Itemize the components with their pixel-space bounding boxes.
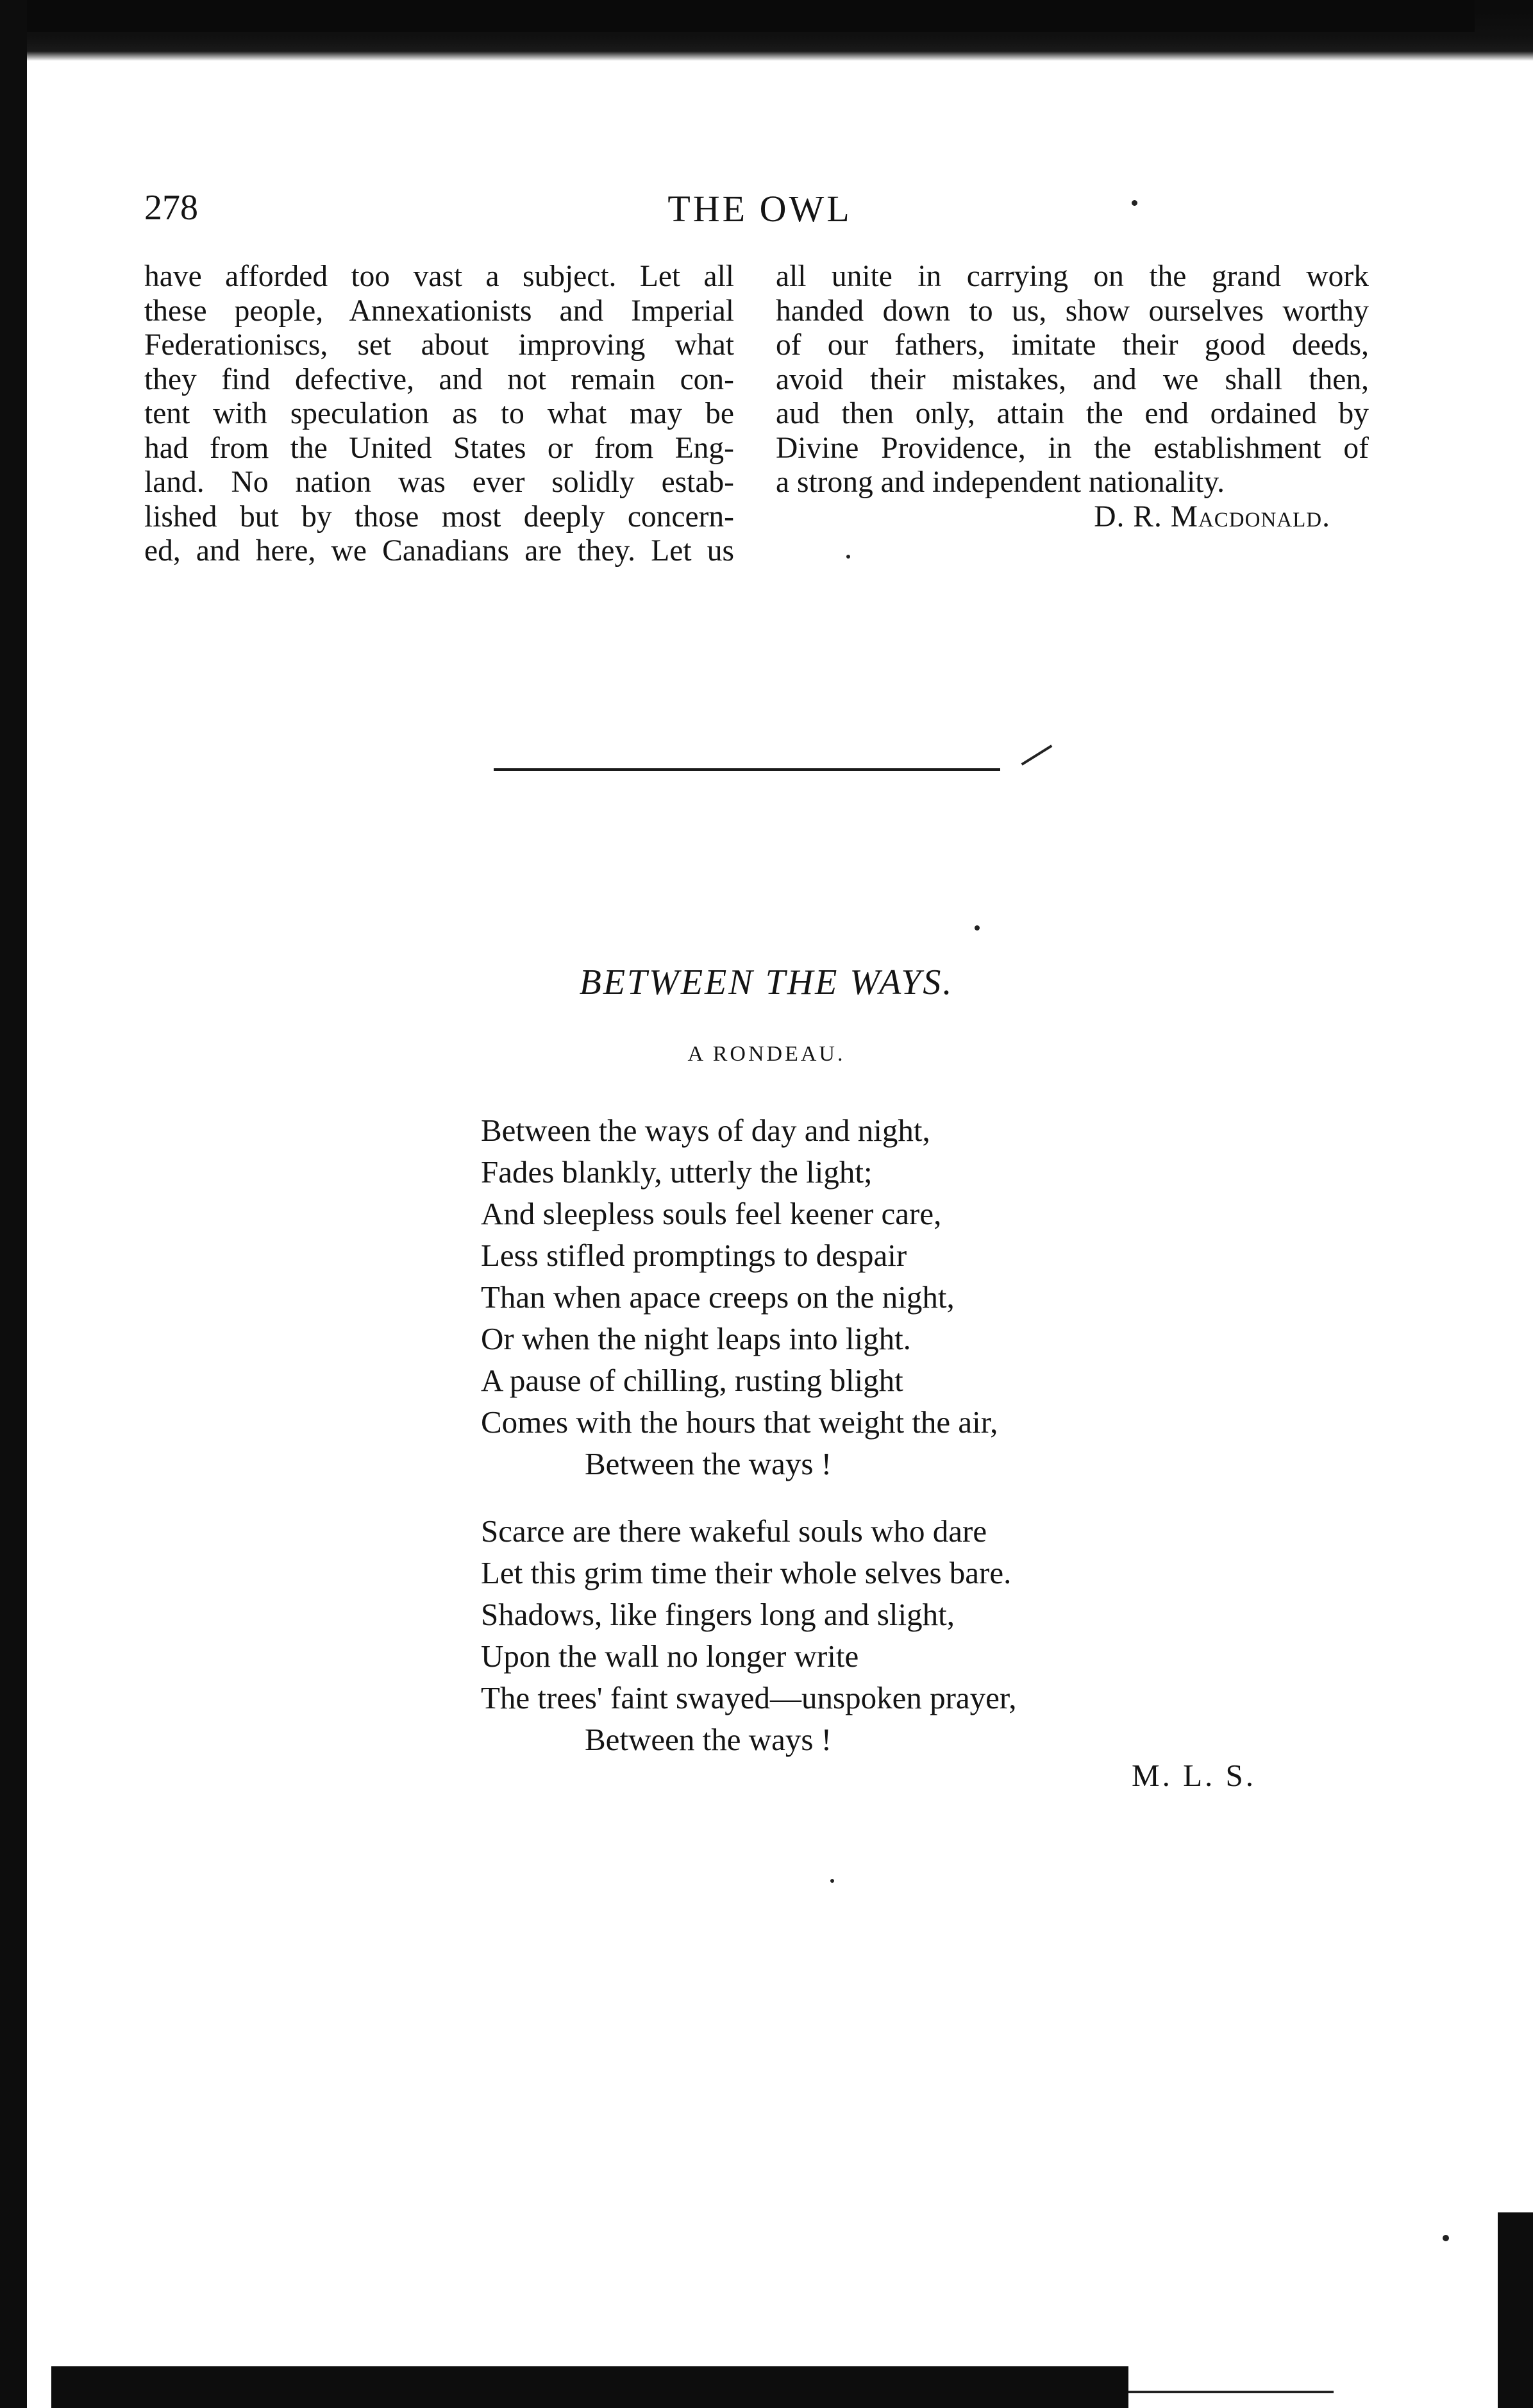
text-line: a strong and independent nationality. bbox=[776, 466, 1225, 499]
verse-refrain: Between the ways ! bbox=[585, 1722, 832, 1757]
poem-subtitle: A RONDEAU. bbox=[687, 1042, 846, 1066]
verse-line: Between the ways of day and night, bbox=[481, 1113, 930, 1148]
verse-line: A pause of chilling, rusting blight bbox=[481, 1363, 903, 1398]
text-line: handed down to us, show ourselves worthy bbox=[776, 294, 1369, 328]
scan-border-left bbox=[0, 0, 27, 2408]
divider-mark bbox=[1021, 745, 1053, 766]
scan-border-right bbox=[1498, 2212, 1533, 2408]
text-line: tent with speculation as to what may be bbox=[144, 397, 734, 430]
verse-line: And sleepless souls feel keener care, bbox=[481, 1196, 942, 1231]
text-line: Divine Providence, in the establishment of bbox=[776, 431, 1369, 465]
ink-speck bbox=[846, 555, 850, 559]
verse-line: The trees' faint swayed—unspoken prayer, bbox=[481, 1680, 1017, 1715]
poem-stanza-2 bbox=[481, 1510, 1017, 1760]
section-divider bbox=[494, 768, 1000, 771]
text-line: ed, and here, we Canadians are they. Let us bbox=[144, 534, 734, 568]
verse-line: Scarce are there wakeful souls who dare bbox=[481, 1513, 987, 1549]
article-left-column bbox=[144, 260, 734, 569]
verse-line: Upon the wall no longer write bbox=[481, 1638, 859, 1674]
running-title: THE OWL bbox=[667, 188, 852, 230]
verse-line: Comes with the hours that weight the air, bbox=[481, 1404, 998, 1440]
text-line: had from the United States or from Eng- bbox=[144, 431, 734, 465]
verse-refrain: Between the ways ! bbox=[585, 1446, 832, 1481]
poem-stanza-1 bbox=[481, 1109, 998, 1485]
text-line: they find defective, and not remain con- bbox=[144, 362, 734, 396]
verse-line: Fades blankly, utterly the light; bbox=[481, 1154, 873, 1190]
text-line: all unite in carrying on the grand work bbox=[776, 260, 1369, 293]
page-header bbox=[144, 187, 1375, 239]
poem-author: M. L. S. bbox=[1132, 1758, 1257, 1793]
text-line: of our fathers, imitate their good deeds, bbox=[776, 328, 1369, 362]
page-number: 278 bbox=[144, 188, 198, 228]
ink-speck bbox=[975, 925, 980, 930]
text-line: Federationiscs, set about improving what bbox=[144, 328, 734, 362]
scan-border-bottom bbox=[51, 2366, 1128, 2408]
ink-speck bbox=[1443, 2235, 1449, 2241]
scan-border-bottom-thin bbox=[1128, 2391, 1334, 2393]
verse-line: Or when the night leaps into light. bbox=[481, 1321, 911, 1356]
text-line: aud then only, attain the end ordained by bbox=[776, 397, 1369, 430]
scan-border-top bbox=[0, 0, 1533, 61]
verse-line: Less stifled promptings to despair bbox=[481, 1238, 907, 1273]
ink-speck bbox=[830, 1879, 834, 1883]
text-line: have afforded too vast a subject. Let all bbox=[144, 260, 734, 293]
text-line: lished but by those most deeply concern- bbox=[144, 500, 734, 534]
verse-line: Than when apace creeps on the night, bbox=[481, 1279, 955, 1315]
verse-line: Shadows, like fingers long and slight, bbox=[481, 1597, 955, 1632]
verse-line: Let this grim time their whole selves bare. bbox=[481, 1555, 1012, 1590]
article-right-column bbox=[776, 260, 1369, 534]
text-line: land. No nation was ever solidly estab- bbox=[144, 466, 734, 499]
text-line: avoid their mistakes, and we shall then, bbox=[776, 362, 1369, 396]
poem-title: BETWEEN THE WAYS. bbox=[579, 963, 954, 1002]
text-line: these people, Annexationists and Imperial bbox=[144, 294, 734, 328]
article-signature: D. R. Macdonald. bbox=[1094, 500, 1330, 534]
